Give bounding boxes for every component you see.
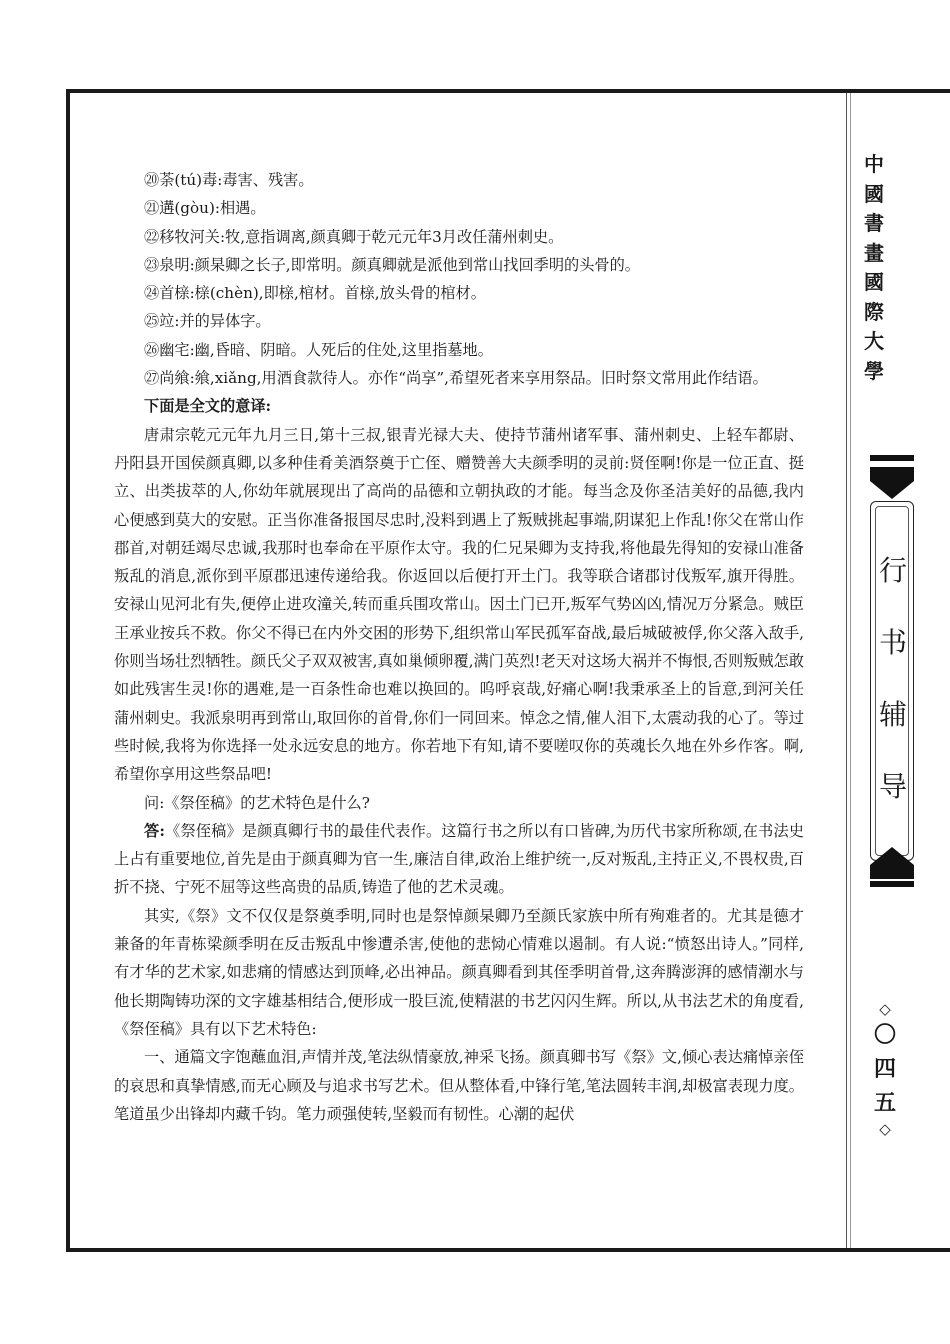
side-title-char: 畫	[864, 240, 884, 265]
side-title-char: 國	[864, 181, 884, 206]
diamond-bottom-icon: ◇	[879, 1120, 891, 1138]
side-title-char: 學	[864, 358, 884, 383]
page-body	[114, 166, 804, 1128]
banner-bottom-cap-icon	[870, 847, 914, 879]
footnote-25: ㉕竝:并的异体字。	[144, 312, 271, 331]
side-title-char: 中	[864, 152, 884, 176]
sidebar-divider	[846, 93, 847, 1248]
footnote-22: ㉒移牧河关:牧,意指调离,颜真卿于乾元元年3月改任蒲州刺史。	[144, 227, 564, 246]
banner-bottom-bar	[870, 881, 914, 887]
banner-top-cap-icon	[870, 467, 914, 499]
banner-title-vertical	[870, 535, 916, 823]
side-title-char: 書	[864, 211, 884, 235]
footnote-27: ㉗尚飨:飨,xiǎng,用酒食款待人。亦作“尚享”,希望死者来享用祭品。旧时祭文常用此作结语。	[144, 369, 768, 388]
diamond-top-icon: ◇	[879, 1000, 891, 1018]
answer-paragraph	[114, 817, 804, 902]
footnote-26: ㉖幽宅:幽,昏暗、阴暗。人死后的住处,这里指墓地。	[144, 340, 493, 359]
frame-left-rule	[66, 89, 70, 1252]
answer-label: 答:	[144, 821, 165, 840]
footnote-21: ㉑遘(gòu):相遇。	[144, 199, 266, 218]
frame-top-rule	[66, 89, 950, 93]
side-title-char: 際	[864, 299, 884, 324]
translation-heading: 下面是全文的意译:	[144, 397, 272, 416]
answer-text: 《祭侄稿》是颜真卿行书的最佳代表作。这篇行书之所以有口皆碑,为历代书家所称颂,在书法史上占有重要地位,首先是由于颜真卿为官一生,廉洁自律,政治上维护统一,反对叛乱,主持正义,不畏权贵,百折不挠、宁死不屈等这些高贵的品质,铸造了他的艺术灵魂。	[114, 821, 804, 897]
side-title-char: 大	[864, 329, 884, 353]
section-banner	[862, 455, 922, 885]
frame-bottom-rule	[66, 1248, 950, 1252]
banner-char: 辅	[878, 698, 907, 731]
body-paragraph-3: 一、通篇文字饱蘸血泪,声情并茂,笔法纵情豪放,神采飞扬。颜真卿书写《祭》文,倾心表达痛悼亲侄的哀思和真挚情感,而无心顾及与追求书写艺术。但从整体看,中锋行笔,笔法圆转丰润,却极富表现力度。笔道虽少出锋却内藏千钧。笔力顽强使转,坚毅而有韧性。心潮的起伏	[114, 1048, 804, 1123]
banner-top-bar	[870, 455, 914, 461]
banner-char: 书	[878, 626, 907, 659]
sidebar-divider-inner	[850, 93, 851, 1248]
footnote-20: ⑳荼(tú)毒:毒害、残害。	[144, 171, 314, 189]
page-number-char: 五	[873, 1090, 896, 1116]
body-paragraph-2: 其实,《祭》文不仅仅是祭奠季明,同时也是祭悼颜杲卿乃至颜氏家族中所有殉难者的。尤其是德才兼备的年青栋梁颜季明在反击叛乱中惨遭杀害,使他的悲恸心情难以遏制。有人说:“愤怒出诗人。”同样,有才华的艺术家,如悲痛的情感达到顶峰,必出神品。颜真卿看到其侄季明首骨,这奔腾澎湃的感情潮水与他长期陶铸功深的文字雄基相结合,便形成一股巨流,使精湛的书艺闪闪生辉。所以,从书法艺术的角度看,《祭侄稿》具有以下艺术特色:	[114, 906, 804, 1038]
translation-paragraph: 唐肃宗乾元元年九月三日,第十三叔,银青光禄大夫、使持节蒲州诸军事、蒲州刺史、上轻车都尉、丹阳县开国侯颜真卿,以多种佳肴美酒祭奠于亡侄、赠赞善大夫颜季明的灵前:贤侄啊!你是一位正直、挺立、出类拔萃的人,你幼年就展现出了高尚的品德和立朝执政的才能。每当念及你圣洁美好的品德,我内心便感到莫大的安慰。正当你准备报国尽忠时,没料到遇上了叛贼挑起事端,阴谋犯上作乱!你父在常山作郡首,对朝廷竭尽忠诚,我那时也奉命在平原作太守。我的仁兄杲卿为支持我,将他最先得知的安禄山准备叛乱的消息,派你到平原郡迅速传递给我。你返回以后便打开土门。我等联合诸郡讨伐叛军,旗开得胜。安禄山见河北有失,便停止进攻潼关,转而重兵围攻常山。因土门已开,叛军气势凶凶,情况万分紧急。贼臣王承业按兵不救。你父不得已在内外交困的形势下,组织常山军民孤军奋战,最后城破被俘,你父落入敌手,你则当场壮烈牺牲。颜氏父子双双被害,真如巢倾卵覆,满门英烈!老天对这场大祸并不悔恨,否则叛贼怎敢如此残害生灵!你的遇难,是一百条性命也难以换回的。呜呼哀哉,好痛心啊!我秉承圣上的旨意,到河关任蒲州刺史。我派泉明再到常山,取回你的首骨,你们一同回来。悼念之情,催人泪下,太震动我的心了。等过些时候,我将为你选择一处永远安息的地方。你若地下有知,请不要嗟叹你的英魂长久地在外乡作客。啊,希望你享用这些祭品吧!	[114, 425, 804, 784]
school-name-vertical	[855, 150, 893, 386]
footnote-23: ㉓泉明:颜杲卿之长子,即常明。颜真卿就是派他到常山找回季明的头骨的。	[144, 255, 640, 274]
page-number	[860, 1000, 910, 1138]
page-number-char: 〇	[873, 1022, 896, 1048]
banner-char: 行	[878, 554, 907, 587]
footnote-24: ㉔首榇:榇(chèn),即榇,棺材。首榇,放头骨的棺材。	[144, 284, 486, 303]
side-title-char: 國	[864, 270, 884, 294]
page-number-char: 四	[873, 1056, 896, 1082]
banner-char: 导	[878, 770, 907, 803]
question-line: 问:《祭侄稿》的艺术特色是什么?	[144, 793, 370, 812]
